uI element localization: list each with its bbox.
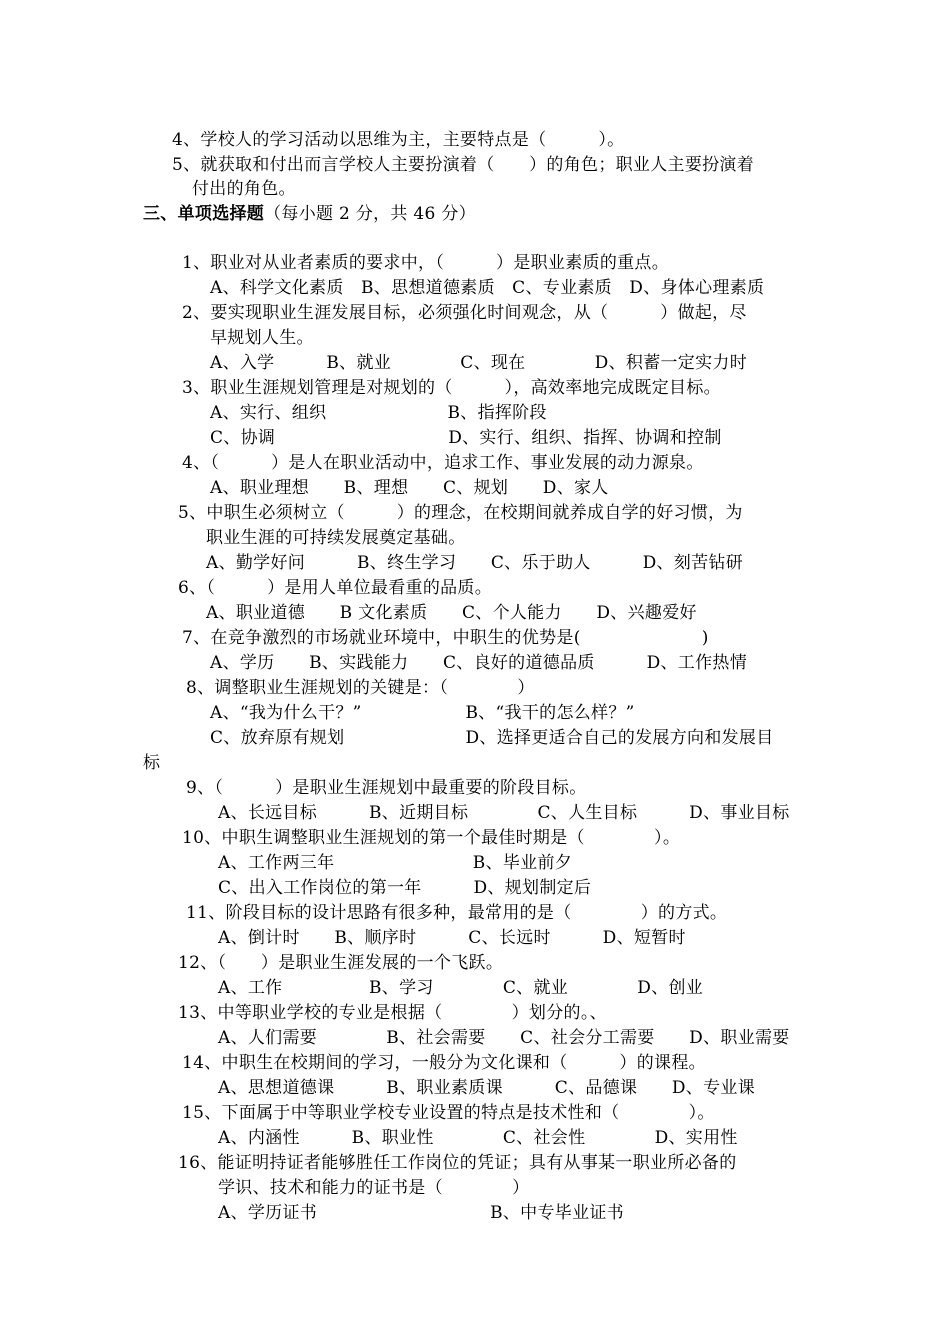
question-5: 5、中职生必须树立（ ）的理念，在校期间就养成自学的好习惯，为	[178, 503, 743, 523]
question-2-options: A、入学 B、就业 C、现在 D、积蓄一定实力时	[210, 353, 748, 373]
question-14: 14、中职生在校期间的学习，一般分为文化课和（ ）的课程。	[182, 1053, 706, 1073]
question-8-options-row2: C、放弃原有规划 D、选择更适合自己的发展方向和发展目	[210, 728, 774, 748]
question-6: 6、（ ）是用人单位最看重的品质。	[178, 578, 493, 598]
question-7: 7、在竞争激烈的市场就业环境中，中职生的优势是( )	[182, 628, 709, 648]
section-title: 三、单项选择题	[143, 204, 265, 224]
question-12: 12、（ ）是职业生涯发展的一个飞跃。	[178, 953, 504, 973]
question-10: 10、中职生调整职业生涯规划的第一个最佳时期是（ ）。	[182, 828, 681, 848]
question-15: 15、下面属于中等职业学校专业设置的特点是技术性和（ ）。	[182, 1103, 715, 1123]
question-3: 3、职业生涯规划管理是对规划的（ ），高效率地完成既定目标。	[182, 378, 721, 398]
question-16: 16、能证明持证者能够胜任工作岗位的凭证；具有从事某一职业所必备的	[178, 1153, 737, 1173]
question-2: 2、要实现职业生涯发展目标，必须强化时间观念，从（ ）做起，尽	[182, 303, 747, 323]
section-heading	[143, 202, 476, 226]
question-1: 1、职业对从业者素质的要求中，（ ）是职业素质的重点。	[182, 253, 670, 273]
question-13: 13、中等职业学校的专业是根据（ ）划分的。、	[178, 1003, 607, 1023]
question-6-options: A、职业道德 B 文化素质 C、个人能力 D、兴趣爱好	[206, 603, 697, 623]
question-9: 9、（ ）是职业生涯规划中最重要的阶段目标。	[186, 778, 587, 798]
question-8-options-row1: A、“我为什么干？” B、“我干的怎么样？”	[210, 703, 635, 723]
question-10-options-row2: C、出入工作岗位的第一年 D、规划制定后	[218, 878, 592, 898]
question-7-options: A、学历 B、实践能力 C、良好的道德品质 D、工作热情	[210, 653, 748, 673]
question-13-options: A、人们需要 B、社会需要 C、社会分工需要 D、职业需要	[218, 1028, 790, 1048]
question-4-options: A、职业理想 B、理想 C、规划 D、家人	[210, 478, 609, 498]
question-11-options: A、倒计时 B、顺序时 C、长远时 D、短暂时	[218, 928, 686, 948]
section-scoring-note: （每小题 2 分，共 46 分）	[264, 204, 476, 224]
fill-in-question-5: 5、就获取和付出而言学校人主要扮演着（ ）的角色；职业人主要扮演着	[172, 155, 755, 175]
question-3-options-row2: C、协调 D、实行、组织、指挥、协调和控制	[210, 428, 722, 448]
question-5-continued: 职业生涯的可持续发展奠定基础。	[206, 528, 466, 548]
question-14-options: A、思想道德课 B、职业素质课 C、品德课 D、专业课	[218, 1078, 756, 1098]
question-5-options: A、勤学好问 B、终生学习 C、乐于助人 D、刻苦钻研	[206, 553, 744, 573]
question-1-options: A、科学文化素质 B、思想道德素质 C、专业素质 D、身体心理素质	[210, 278, 765, 298]
question-11: 11、阶段目标的设计思路有很多种，最常用的是（ ）的方式。	[186, 903, 728, 923]
question-16-continued: 学识、技术和能力的证书是（ ）	[218, 1178, 530, 1198]
question-8: 8、调整职业生涯规划的关键是：（ ）	[186, 678, 535, 698]
question-4: 4、（ ）是人在职业活动中，追求工作、事业发展的动力源泉。	[182, 453, 704, 473]
question-2-continued: 早规划人生。	[210, 328, 314, 348]
question-9-options: A、长远目标 B、近期目标 C、人生目标 D、事业目标	[218, 803, 790, 823]
question-16-options: A、学历证书 B、中专毕业证书	[218, 1203, 624, 1223]
question-12-options: A、工作 B、学习 C、就业 D、创业	[218, 978, 704, 998]
fill-in-question-4: 4、学校人的学习活动以思维为主，主要特点是（ ）。	[172, 130, 625, 150]
question-8-options-wrap: 标	[143, 753, 161, 773]
question-10-options-row1: A、工作两三年 B、毕业前夕	[218, 853, 573, 873]
question-15-options: A、内涵性 B、职业性 C、社会性 D、实用性	[218, 1128, 738, 1148]
question-3-options-row1: A、实行、组织 B、指挥阶段	[210, 403, 547, 423]
fill-in-question-5-continued: 付出的角色。	[192, 179, 296, 199]
